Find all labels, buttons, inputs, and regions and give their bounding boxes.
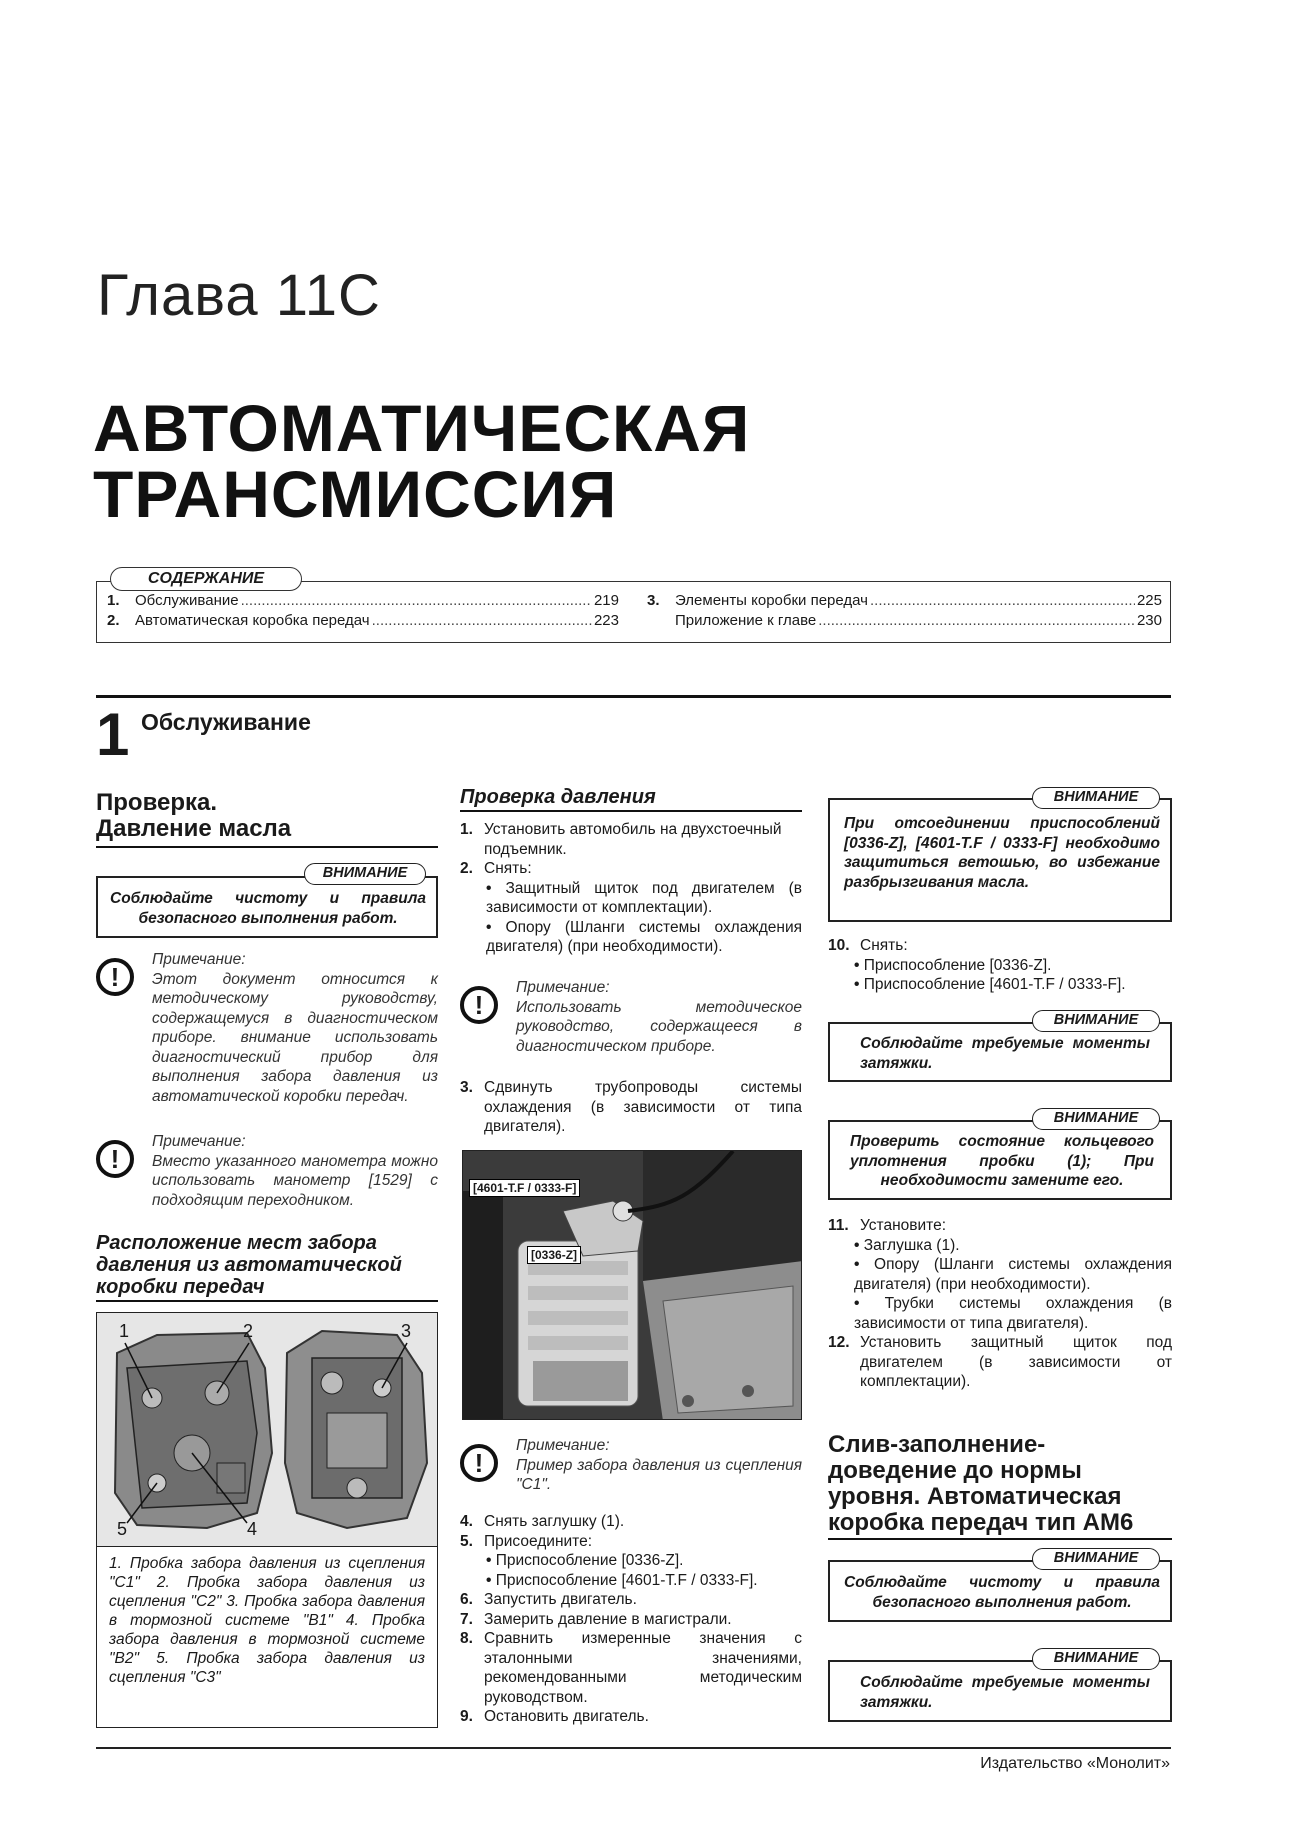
col1-warning-box <box>96 876 438 938</box>
note-title: Примечание: <box>516 979 610 996</box>
col3-heading-drain-fill: Слив-заполнение-доведение до нормы уровня. Автоматическая коробка передач тип AM6 <box>828 1432 1172 1540</box>
col2-note-1 <box>460 978 802 1058</box>
toc-item-3[interactable] <box>647 592 1162 609</box>
toc-item-num: 2. <box>107 612 120 629</box>
col1-subheading: Расположение мест забора давления из автоматической коробки передач <box>96 1232 438 1302</box>
toc-item-num: 3. <box>647 592 660 609</box>
step-text: Замерить давление в магистрали. <box>484 1610 732 1628</box>
section-rule <box>96 695 1171 698</box>
chapter-title <box>93 391 751 531</box>
note-text: Использовать методическое руководство, содержащееся в диагностическом приборе. <box>516 998 802 1055</box>
step-7 <box>460 1610 802 1630</box>
transmission-figure <box>96 1312 438 1547</box>
col2-note-2 <box>460 1436 802 1500</box>
note-text: Вместо указанного манометра можно использовать манометр [1529] с подходящим переходником. <box>152 1152 438 1209</box>
step-5 <box>460 1532 802 1552</box>
step-11 <box>828 1216 1172 1236</box>
step-11-bullet-1: • Заглушка (1). <box>828 1236 1172 1256</box>
toc-item-page: 230 <box>1136 612 1162 629</box>
step-text: Сдвинуть трубопроводы системы охлаждения (в зависимости от типа двигателя). <box>484 1079 802 1135</box>
step-11-bullet-3: • Трубки системы охлаждения (в зависимости от типа двигателя). <box>828 1294 1172 1333</box>
warning-text: Соблюдайте требуемые моменты затяжки. <box>860 1674 1150 1711</box>
step-5-bullet-2: • Приспособление [4601-T.F / 0333-F]. <box>460 1571 802 1591</box>
note-body <box>152 1132 438 1210</box>
toc-item-label: Автоматическая коробка передач <box>135 612 370 629</box>
note-title: Примечание: <box>516 1437 610 1454</box>
col1-note-1 <box>96 950 438 1110</box>
step-num: 5. <box>460 1532 473 1550</box>
step-text: Установить автомобиль на двухстоечный подъемник. <box>484 821 782 858</box>
step-10-bullet-2: • Приспособление [4601-T.F / 0333-F]. <box>828 975 1172 995</box>
step-3-item <box>460 1078 802 1137</box>
toc-item-label: Обслуживание <box>135 592 239 609</box>
transmission-left-view <box>115 1333 272 1528</box>
step-text: Сравнить измеренные значения с эталонными значениями, рекомендованными методическим руководством. <box>484 1630 802 1706</box>
warning-text: При отсоединении приспособлений [0336-Z], [4601-T.F / 0333-F] необходимо защититься ветошью, во избежание разбрызгивания масла. <box>844 815 1160 891</box>
photo-label-tool-1: [4601-T.F / 0333-F] <box>469 1179 580 1197</box>
note-body <box>516 978 802 1056</box>
callout-1: 1 <box>119 1321 130 1341</box>
toc-item-appendix[interactable] <box>647 612 1162 629</box>
warning-label: ВНИМАНИЕ <box>1032 1010 1160 1032</box>
warning-label: ВНИМАНИЕ <box>1032 1648 1160 1670</box>
exclamation-icon: ! <box>460 986 498 1024</box>
section-title: Обслуживание <box>141 709 311 735</box>
transmission-drawing <box>97 1313 438 1547</box>
toc-leader <box>241 592 592 609</box>
chapter-label: Глава 11С <box>97 263 381 328</box>
step-1 <box>460 820 802 859</box>
warning-label: ВНИМАНИЕ <box>304 863 426 885</box>
warning-text: Соблюдайте чистоту и правила безопасного выполнения работ. <box>110 890 426 927</box>
toc-leader <box>818 612 1135 629</box>
step-text: Снять: <box>860 937 908 954</box>
toc-item-page: 225 <box>1136 592 1162 609</box>
photo-label-tool-2: [0336-Z] <box>527 1246 581 1264</box>
warning-text: Проверить состояние кольцевого уплотнения пробки (1); При необходимости замените его. <box>850 1133 1154 1189</box>
note-body <box>152 950 438 1106</box>
toc-item-page: 223 <box>593 612 619 629</box>
warning-label: ВНИМАНИЕ <box>1032 787 1160 809</box>
step-num: 2. <box>460 860 473 877</box>
step-num: 8. <box>460 1630 473 1647</box>
toc-leader <box>870 592 1135 609</box>
step-num: 4. <box>460 1513 473 1530</box>
callout-2: 2 <box>243 1321 254 1341</box>
chapter-title-line2: ТРАНСМИССИЯ <box>93 457 618 531</box>
figure-caption: 1. Пробка забора давления из сцепления "C1" 2. Пробка забора давления из сцепления "C2" 3. Пробка забора давления в тормозной системе "B1" 4. Пробка забора давления в тормозной системе "B2" 5. Пробка забора давления из сцепления "C3" <box>96 1546 438 1728</box>
col2-steps-4-9 <box>460 1512 802 1727</box>
note-title: Примечание: <box>152 951 246 968</box>
col3-steps-11-12 <box>828 1216 1172 1392</box>
col2 <box>460 786 802 957</box>
col1-heading-line2: Давление масла <box>96 816 438 848</box>
col1-heading-line1: Проверка. <box>96 789 218 816</box>
warning-label: ВНИМАНИЕ <box>1032 1108 1160 1130</box>
publisher-footer: Издательство «Монолит» <box>980 1755 1170 1772</box>
warning-text: Соблюдайте чистоту и правила безопасного выполнения работ. <box>844 1574 1160 1611</box>
toc-item-2[interactable] <box>107 612 619 629</box>
step-text: Присоедините: <box>484 1532 593 1550</box>
pressure-photo <box>462 1150 802 1420</box>
step-num: 11. <box>828 1217 849 1234</box>
col2-heading: Проверка давления <box>460 786 802 812</box>
exclamation-icon: ! <box>460 1444 498 1482</box>
step-10 <box>828 936 1172 995</box>
step-10-bullet-1: • Приспособление [0336-Z]. <box>828 956 1172 976</box>
step-4 <box>460 1512 802 1532</box>
toc-title: СОДЕРЖАНИЕ <box>110 567 302 591</box>
exclamation-icon: ! <box>96 1140 134 1178</box>
step-text: Остановить двигатель. <box>484 1708 649 1725</box>
step-3 <box>460 1078 802 1137</box>
step-2 <box>460 859 802 879</box>
toc-item-num: 1. <box>107 592 120 609</box>
step-2-bullet-2: • Опору (Шланги системы охлаждения двигателя) (при необходимости). <box>460 918 802 957</box>
step-num: 1. <box>460 821 473 838</box>
step-text: Снять: <box>484 860 532 877</box>
step-num: 6. <box>460 1591 473 1608</box>
step-2-bullet-1: • Защитный щиток под двигателем (в зависимости от комплектации). <box>460 879 802 918</box>
step-num: 7. <box>460 1610 473 1628</box>
warning-text: Соблюдайте требуемые моменты затяжки. <box>860 1035 1150 1072</box>
step-text: Установить защитный щиток под двигателем (в зависимости от комплектации). <box>860 1334 1172 1390</box>
step-text: Установите: <box>860 1217 947 1234</box>
step-6 <box>460 1590 802 1610</box>
toc-item-1[interactable] <box>107 592 619 609</box>
note-text: Этот документ относится к методическому руководству, содержащемуся в диагностическом приборе. внимание использовать диагностический прибор для выполнения забора давления из автоматической коробки передач. <box>152 970 438 1105</box>
callout-4: 4 <box>247 1519 258 1539</box>
col1-heading <box>96 790 438 848</box>
col3-warning-1 <box>828 798 1172 922</box>
footer-rule <box>96 1747 1171 1749</box>
step-num: 12. <box>828 1334 850 1351</box>
section-number: 1 <box>96 701 130 768</box>
step-text: Запустить двигатель. <box>484 1591 637 1608</box>
step-num: 10. <box>828 937 850 954</box>
step-11-bullet-2: • Опору (Шланги системы охлаждения двигателя) (при необходимости). <box>828 1255 1172 1294</box>
chapter-title-line1: АВТОМАТИЧЕСКАЯ <box>93 391 751 465</box>
toc-item-label: Приложение к главе <box>675 612 817 629</box>
step-text: Снять заглушку (1). <box>484 1513 625 1530</box>
toc-item-label: Элементы коробки передач <box>675 592 868 609</box>
callout-5: 5 <box>117 1519 128 1539</box>
transmission-right-view <box>285 1331 427 1528</box>
note-text: Пример забора давления из сцепления "C1". <box>516 1456 802 1493</box>
warning-label: ВНИМАНИЕ <box>1032 1548 1160 1570</box>
step-5-bullet-1: • Приспособление [0336-Z]. <box>460 1551 802 1571</box>
note-body <box>516 1436 802 1495</box>
callout-3: 3 <box>401 1321 412 1341</box>
toc-leader <box>372 612 592 629</box>
step-10-item <box>828 936 1172 956</box>
col1-note-2 <box>96 1132 438 1212</box>
step-num: 9. <box>460 1708 473 1725</box>
step-9 <box>460 1707 802 1727</box>
step-12 <box>828 1333 1172 1392</box>
note-title: Примечание: <box>152 1133 246 1150</box>
step-8 <box>460 1629 802 1707</box>
col3-warning-3 <box>828 1120 1172 1200</box>
step-num: 3. <box>460 1079 473 1096</box>
exclamation-icon: ! <box>96 958 134 996</box>
toc-item-page: 219 <box>593 592 619 609</box>
